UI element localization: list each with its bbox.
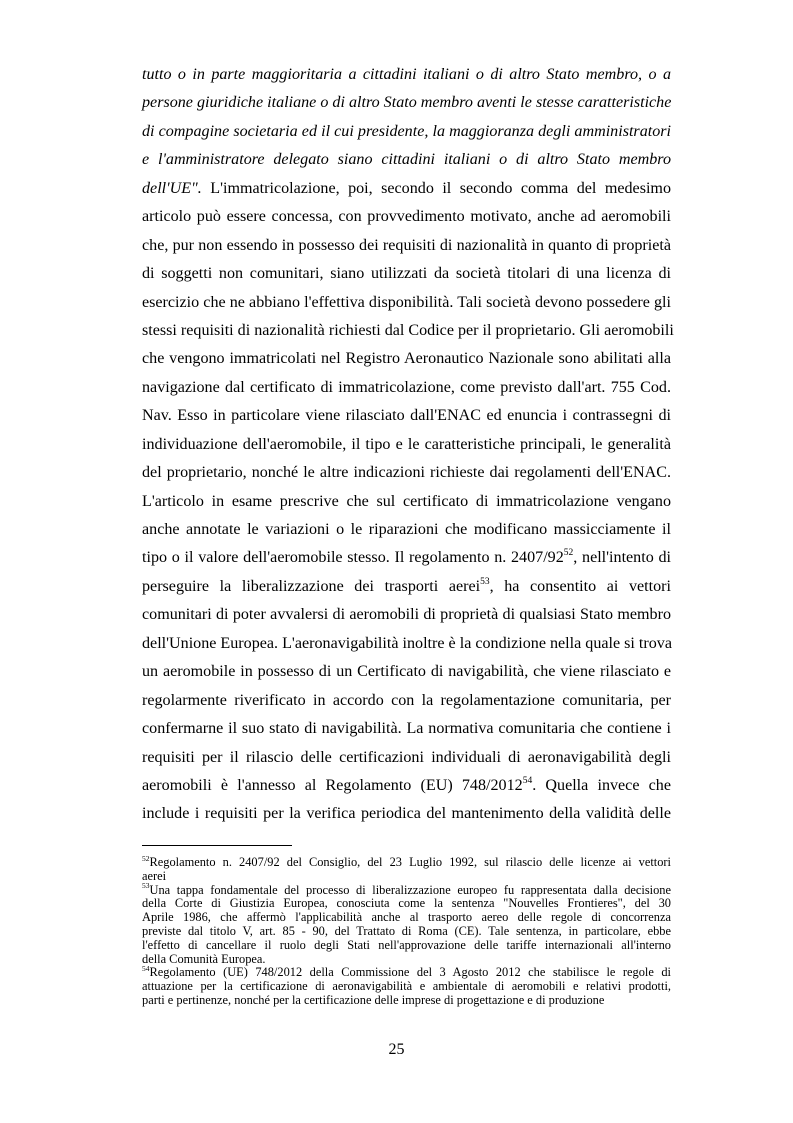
line-text: individuazione dell'aeromobile, il tipo e le caratteristiche principali, le generalità: [142, 435, 671, 453]
footnote-line: [142, 853, 671, 870]
body-line: [142, 544, 671, 572]
line-text: tutto o in parte maggioritaria a cittadini italiani o di altro Stato membro, o a: [142, 66, 671, 83]
body-line: [142, 744, 671, 772]
line-text: aeromobili è l'annesso al Regolamento (EU) 748/2012: [142, 776, 523, 794]
footnote-text: Regolamento n. 2407/92 del Consiglio, del 23 Luglio 1992, sul rilascio delle licenze ai vettori: [149, 855, 671, 869]
body-line: [142, 89, 671, 117]
footnote-text: della Corte di Giustizia Europea, conosciuta come la sentenza "Nouvelles Frontieres", del 30: [142, 896, 671, 911]
body-line: [142, 317, 674, 345]
footnote-text: aerei: [142, 868, 167, 883]
body-line: [142, 175, 671, 203]
line-text-after: , nell'intento di: [573, 549, 671, 567]
footnote-line: [142, 881, 671, 898]
body-line: [142, 630, 671, 658]
footnote-number: 53: [142, 881, 150, 891]
line-text: confermarne il suo stato di navigabilità. La normativa comunitaria che contiene i: [142, 720, 671, 738]
body-line: [142, 289, 671, 317]
line-text: stessi requisiti di nazionalità richiesti dal Codice per il proprietario. Gli aeromobili: [142, 321, 674, 339]
body-line: [142, 715, 671, 743]
line-text: L'immatricolazione, poi, secondo il secondo comma del medesimo: [201, 179, 671, 197]
footnote-text: Regolamento (UE) 748/2012 della Commissione del 3 Agosto 2012 che stabilisce le regole di: [149, 965, 671, 980]
line-text: del proprietario, nonché le altre indicazioni richieste dai regolamenti dell'ENAC.: [142, 464, 671, 482]
page-number: 25: [388, 1041, 405, 1058]
body-line: [142, 800, 671, 828]
body-line: [142, 61, 671, 89]
body-line: [142, 516, 671, 544]
line-text: comunitari di poter avvalersi di aeromobili di proprietà di qualsiasi Stato membro: [142, 606, 671, 624]
line-text: anche annotate le variazioni o le riparazioni che modificano massicciamente il: [142, 521, 671, 538]
footnote-separator: [142, 845, 292, 846]
line-text: che vengono immatricolati nel Registro Aeronautico Nazionale sono abilitati alla: [142, 350, 671, 368]
footnote-text: della Comunità Europea.: [142, 951, 266, 966]
footnote-line: [142, 980, 671, 994]
line-text: navigazione dal certificato di immatricolazione, come previsto dall'art. 755 Cod.: [142, 378, 671, 396]
footnote-text: parti e pertinenze, nonché per la certificazione delle imprese di progettazione e di produzione: [142, 992, 605, 1007]
body-line: [142, 601, 671, 629]
footnote-line: [142, 925, 671, 939]
line-text: che, pur non essendo in possesso dei requisiti di nazionalità in quanto di proprietà: [142, 236, 671, 254]
line-text: esercizio che ne abbiano l'effettiva disponibilità. Tali società devono possedere gli: [142, 293, 671, 311]
footnote-text: attuazione per la certificazione di aeronavigabilità e ambientale di aeromobili e relativi prodotti,: [142, 979, 671, 994]
body-line: [142, 459, 671, 487]
body-text: [142, 61, 674, 829]
footnote-line: [142, 953, 671, 967]
footnote-line: [142, 966, 671, 980]
footnote-ref[interactable]: 52: [563, 548, 574, 559]
footnote-number: 54: [142, 964, 150, 974]
line-text: L'articolo in esame prescrive che sul certificato di immatricolazione vengano: [142, 492, 671, 510]
body-line: [142, 118, 671, 146]
footnote-text: previste dal titolo V, art. 85 - 90, del Trattato di Roma (CE). Tale sentenza, in particolare, ebbe: [142, 923, 671, 938]
footnote-line: [142, 897, 671, 911]
body-line: [142, 772, 671, 800]
footnotes: [142, 853, 671, 1008]
line-text: regolarmente riverificato in accordo con la regolamentazione comunitaria, per: [142, 691, 671, 709]
line-text: persone giuridiche italiane o di altro Stato membro aventi le stesse caratteristiche: [142, 94, 672, 112]
line-text: include i requisiti per la verifica periodica del mantenimento della validità delle: [142, 805, 671, 823]
footnote-line: [142, 870, 671, 884]
footnote-text: l'effetto di cancellare il ruolo degli Stati nell'approvazione delle tariffe internazionali all'interno: [142, 937, 671, 952]
footnote-ref[interactable]: 54: [522, 775, 533, 786]
body-line: [142, 573, 671, 601]
body-line: [142, 232, 671, 260]
body-line: [142, 146, 671, 174]
footnote-line: [142, 911, 671, 925]
body-line: [142, 203, 671, 231]
line-text: di soggetti non comunitari, siano utilizzati da società titolari di una licenza di: [142, 265, 671, 283]
line-text: articolo può essere concessa, con provvedimento motivato, anche ad aeromobili: [142, 208, 671, 226]
body-line: [142, 345, 671, 373]
line-text: Nav. Esso in particolare viene rilasciato dall'ENAC ed enuncia i contrassegni di: [142, 407, 671, 425]
body-line: [142, 431, 671, 459]
body-line: [142, 687, 671, 715]
footnote-number: 52: [142, 853, 150, 863]
line-text-after: . Quella invece che: [532, 776, 671, 794]
line-text: perseguire la liberalizzazione dei trasporti aerei: [142, 577, 481, 595]
footnote-text: Aprile 1986, che affermò l'applicabilità anche al trasporto aereo delle regole di concorrenza: [142, 910, 671, 925]
footnote-ref[interactable]: 53: [480, 576, 490, 587]
line-text-after: , ha consentito ai vettori: [489, 577, 671, 595]
line-text: tipo o il valore dell'aeromobile stesso. Il regolamento n. 2407/92: [142, 549, 564, 567]
line-text: e l'amministratore delegato siano cittadini italiani o di altro Stato membro: [142, 151, 671, 169]
line-text: dell'Unione Europea. L'aeronavigabilità inoltre è la condizione nella quale si trova: [142, 634, 672, 652]
footnote-text: Una tappa fondamentale del processo di liberalizzazione europeo fu rappresentata dalla decisione: [149, 882, 671, 897]
line-text: un aeromobile in possesso di un Certificato di navigabilità, che viene rilasciato e: [142, 663, 671, 681]
body-line: [142, 488, 671, 516]
line-text: di compagine societaria ed il cui presidente, la maggioranza degli amministratori: [142, 122, 671, 140]
line-text: requisiti per il rilascio delle certificazioni individuali di aeronavigabilità degli: [142, 748, 671, 766]
footnote-line: [142, 939, 671, 953]
footnote-line: [142, 994, 671, 1008]
body-line: [142, 260, 671, 288]
body-line: [142, 402, 671, 430]
body-line: [142, 374, 671, 402]
body-line: [142, 658, 671, 686]
italic-fragment: dell'UE".: [142, 179, 202, 197]
